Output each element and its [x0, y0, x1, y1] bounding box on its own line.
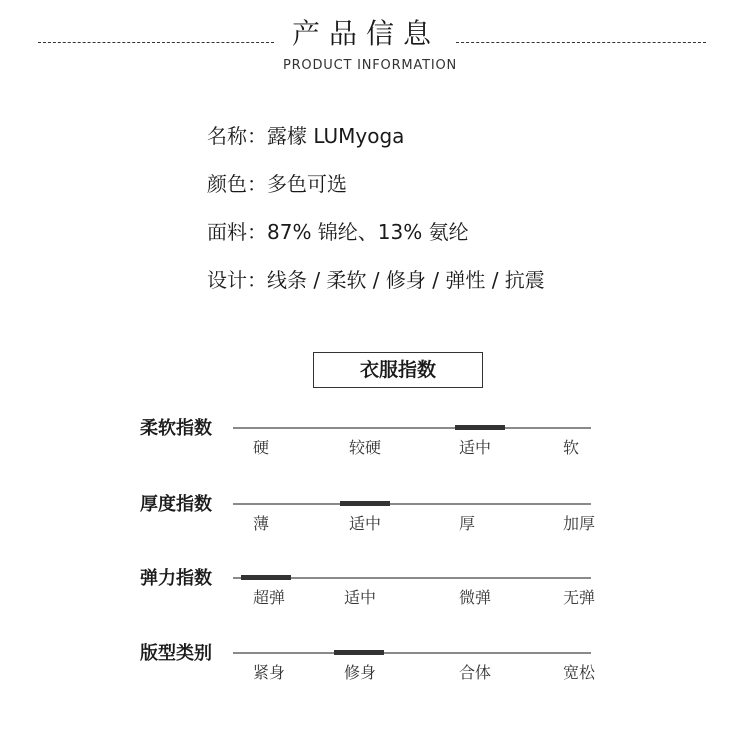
- elasticity-scale: [0, 568, 750, 637]
- scale-selected-marker: [334, 650, 384, 655]
- scale-selected-marker: [455, 425, 505, 430]
- fit-type-scale: [0, 643, 750, 712]
- scale-option: 微弹: [459, 588, 492, 607]
- section-header: [0, 0, 750, 73]
- scale-option: 较硬: [349, 438, 382, 457]
- scale-option: 厚: [459, 514, 476, 533]
- scale-option: 适中: [459, 438, 492, 457]
- scale-option: 超弹: [253, 588, 286, 607]
- scale-option: 宽松: [563, 663, 596, 682]
- scale-option: 软: [563, 438, 580, 457]
- scale-label: 柔软指数: [140, 418, 212, 439]
- scale-selected-marker: [340, 501, 390, 506]
- scale-label: 厚度指数: [140, 494, 212, 515]
- scale-option: 修身: [344, 663, 377, 682]
- softness-scale: [0, 418, 750, 487]
- info-fabric: 面料：87% 锦纶、13% 氨纶: [207, 220, 469, 244]
- scale-option: 合体: [459, 663, 492, 682]
- scale-option: 紧身: [253, 663, 286, 682]
- scale-label: 版型类别: [140, 643, 212, 664]
- scale-option: 硬: [253, 438, 270, 457]
- scale-option: 适中: [349, 514, 382, 533]
- dashed-divider-left: [38, 42, 274, 43]
- scale-option: 薄: [253, 514, 270, 533]
- scale-track: [233, 427, 591, 429]
- info-name: 名称：露檬 LUMyoga: [207, 124, 405, 148]
- clothing-index-title: 衣服指数: [313, 352, 483, 388]
- section-subtitle: PRODUCT INFORMATION: [282, 58, 458, 73]
- info-color: 颜色：多色可选: [207, 172, 347, 196]
- scale-track: [233, 503, 591, 505]
- scale-option: 适中: [344, 588, 377, 607]
- scale-label: 弹力指数: [140, 568, 212, 589]
- section-title: 产品信息: [291, 17, 440, 50]
- scale-selected-marker: [241, 575, 291, 580]
- scale-option: 加厚: [563, 514, 596, 533]
- scale-track: [233, 652, 591, 654]
- product-info-list: [207, 120, 545, 312]
- dashed-divider-right: [456, 42, 706, 43]
- thickness-scale: [0, 494, 750, 563]
- info-design: 设计：线条 / 柔软 / 修身 / 弹性 / 抗震: [207, 268, 545, 292]
- scale-option: 无弹: [563, 588, 596, 607]
